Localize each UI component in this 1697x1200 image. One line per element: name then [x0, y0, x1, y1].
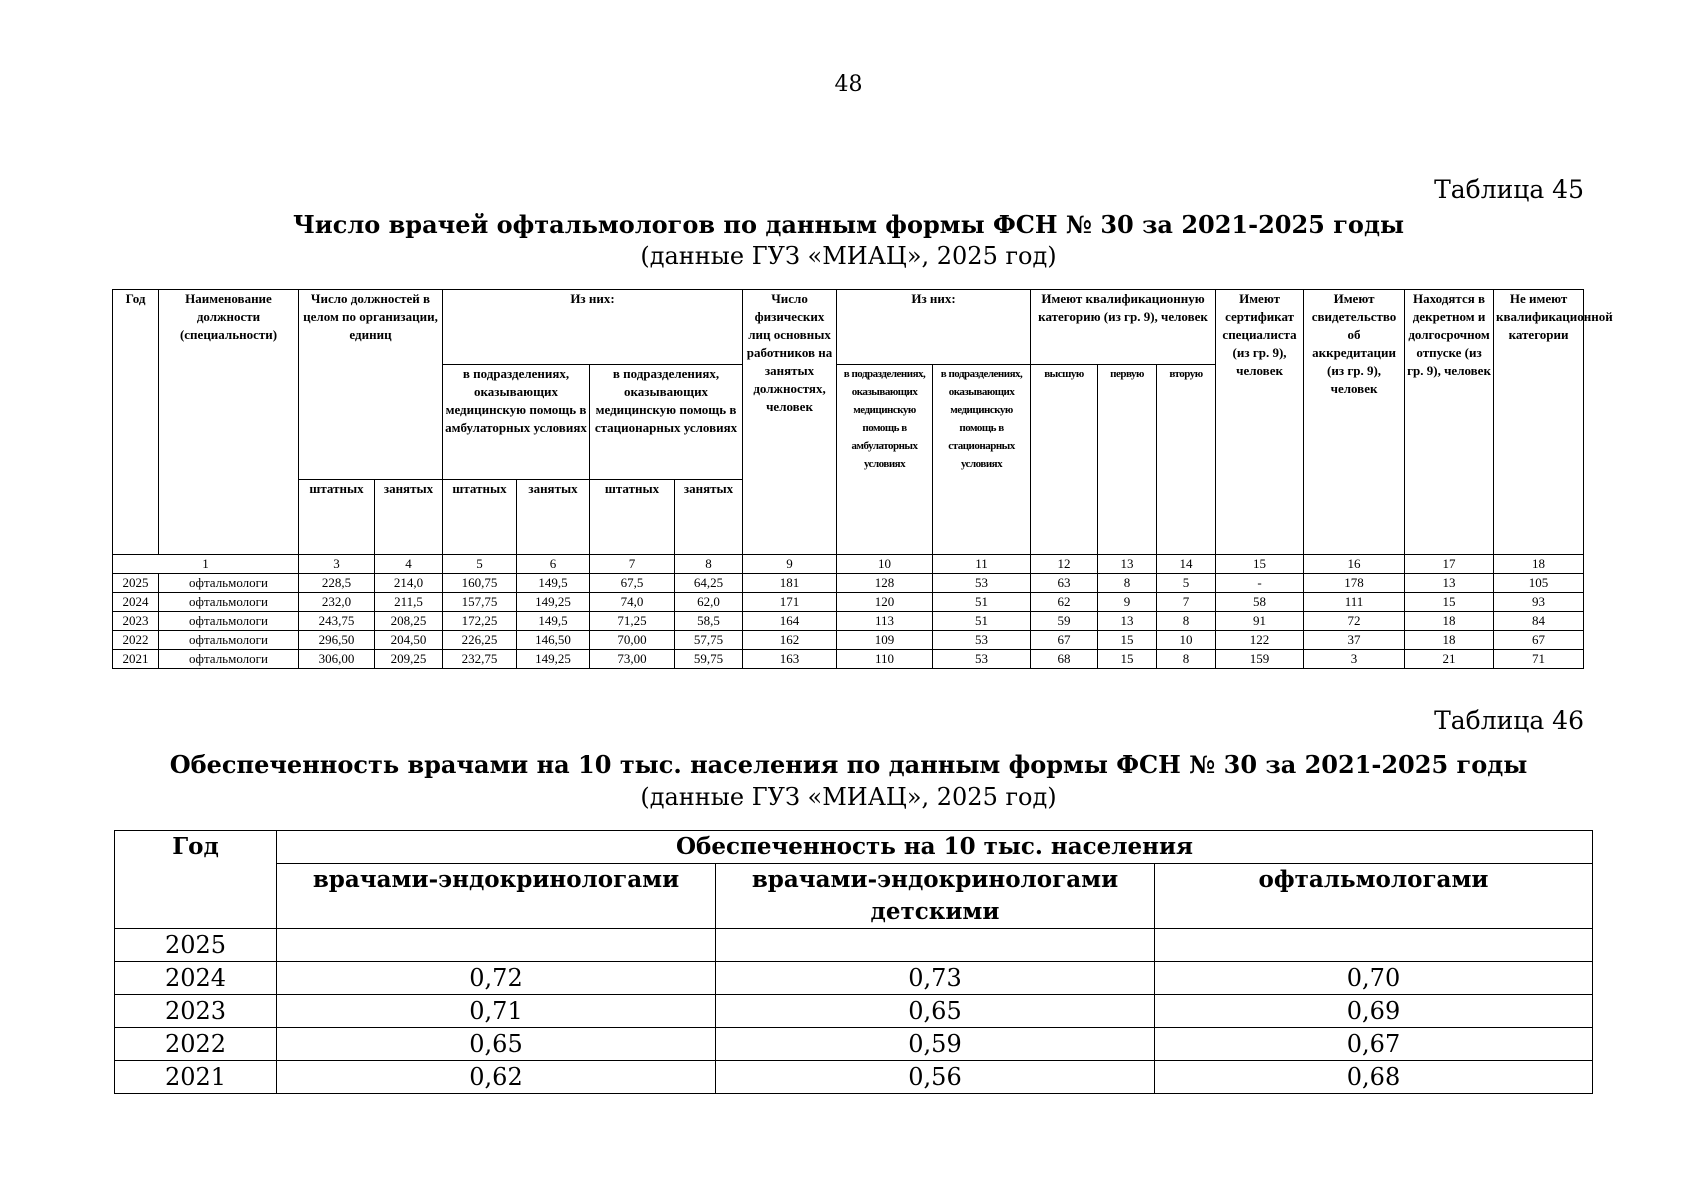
table-cell: 128: [837, 574, 933, 593]
table-row: [113, 574, 1584, 593]
table-cell: 63: [1031, 574, 1098, 593]
column-number: 15: [1216, 555, 1304, 574]
header-of-them-1: Из них:: [443, 290, 743, 365]
table-cell: 57,75: [675, 631, 743, 650]
column-number: 5: [443, 555, 517, 574]
table-cell: 149,5: [517, 574, 590, 593]
table-cell: 8: [1157, 650, 1216, 669]
table-cell: 15: [1405, 593, 1494, 612]
table-row: [115, 929, 1593, 962]
header-group: Обеспеченность на 10 тыс. населения: [277, 831, 1593, 864]
table-cell: 0,65: [277, 1028, 716, 1061]
header-staff: штатных: [443, 480, 517, 555]
table-cell: 67: [1494, 631, 1584, 650]
header-year: Год: [115, 831, 277, 929]
table-cell: 146,50: [517, 631, 590, 650]
header-ophthalmologists: офтальмологами: [1155, 864, 1593, 929]
table-cell: 162: [743, 631, 837, 650]
table-cell: 2023: [113, 612, 159, 631]
table-cell: 68: [1031, 650, 1098, 669]
header-occupied: занятых: [375, 480, 443, 555]
header-endocrinologists: врачами-эндокринологами: [277, 864, 716, 929]
table-cell: 105: [1494, 574, 1584, 593]
table-cell: 0,71: [277, 995, 716, 1028]
table-cell: 51: [933, 593, 1031, 612]
table-cell: 74,0: [590, 593, 675, 612]
column-number: 13: [1098, 555, 1157, 574]
header-second: вторую: [1157, 365, 1216, 555]
table-cell: 2021: [115, 1061, 277, 1094]
table-cell: 62: [1031, 593, 1098, 612]
table-cell: 53: [933, 650, 1031, 669]
header-staff: штатных: [299, 480, 375, 555]
header-occupied: занятых: [517, 480, 590, 555]
table-cell: 0,62: [277, 1061, 716, 1094]
table-row: [115, 962, 1593, 995]
column-number: 1: [113, 555, 299, 574]
table-cell: 0,68: [1155, 1061, 1593, 1094]
header-inpatient: в подразделениях, оказывающих медицинскую помощь в стационарных условиях: [590, 365, 743, 480]
table-cell: 13: [1098, 612, 1157, 631]
table-cell: 9: [1098, 593, 1157, 612]
header-occupied: занятых: [675, 480, 743, 555]
column-number: 6: [517, 555, 590, 574]
table-cell: офтальмологи: [159, 612, 299, 631]
table-row: [113, 593, 1584, 612]
header-qualification: Имеют квалификационную категорию (из гр. 9), человек: [1031, 290, 1216, 365]
table-cell: 164: [743, 612, 837, 631]
header-of-them-2: Из них:: [837, 290, 1031, 365]
table-cell: 181: [743, 574, 837, 593]
table-cell: 111: [1304, 593, 1405, 612]
table-cell: 59: [1031, 612, 1098, 631]
table-cell: 62,0: [675, 593, 743, 612]
table-cell: 232,75: [443, 650, 517, 669]
table-cell: 58: [1216, 593, 1304, 612]
table-cell: 110: [837, 650, 933, 669]
table-cell: 209,25: [375, 650, 443, 669]
column-number: 14: [1157, 555, 1216, 574]
header-positions-total: Число должностей в целом по организации, единиц: [299, 290, 443, 480]
header-certificate: Имеют сертификат специалиста (из гр. 9), человек: [1216, 290, 1304, 555]
table-cell: 149,5: [517, 612, 590, 631]
table-row: [113, 650, 1584, 669]
header-leave: Находятся в декретном и долгосрочном отпуске (из гр. 9), человек: [1405, 290, 1494, 555]
table-cell: 0,73: [716, 962, 1155, 995]
table-cell: 0,56: [716, 1061, 1155, 1094]
header-individuals: Число физических лиц основных работников на занятых должностях, человек: [743, 290, 837, 555]
table-cell: 70,00: [590, 631, 675, 650]
table-row: [115, 995, 1593, 1028]
table-cell: офтальмологи: [159, 593, 299, 612]
header-accreditation: Имеют свидетельство об аккредитации (из гр. 9), человек: [1304, 290, 1405, 555]
column-number: 12: [1031, 555, 1098, 574]
table-cell: 53: [933, 574, 1031, 593]
table-cell: 204,50: [375, 631, 443, 650]
table-cell: 53: [933, 631, 1031, 650]
table-cell: 226,25: [443, 631, 517, 650]
table-cell: 2021: [113, 650, 159, 669]
table-46: [114, 830, 1593, 1094]
table-cell: 64,25: [675, 574, 743, 593]
table-45-subtitle: (данные ГУЗ «МИАЦ», 2025 год): [640, 242, 1057, 270]
table-cell: 59,75: [675, 650, 743, 669]
table-cell: офтальмологи: [159, 650, 299, 669]
table-cell: 73,00: [590, 650, 675, 669]
table-cell: 91: [1216, 612, 1304, 631]
column-number: 11: [933, 555, 1031, 574]
table-cell: 149,25: [517, 650, 590, 669]
table-cell: 157,75: [443, 593, 517, 612]
table-cell: 172,25: [443, 612, 517, 631]
header-first: первую: [1098, 365, 1157, 555]
table-45-title: Число врачей офтальмологов по данным формы ФСН № 30 за 2021-2025 годы: [293, 210, 1404, 239]
table-cell: 228,5: [299, 574, 375, 593]
column-number: 8: [675, 555, 743, 574]
table-cell: 113: [837, 612, 933, 631]
table-cell: 296,50: [299, 631, 375, 650]
table-cell: 51: [933, 612, 1031, 631]
table-row: [115, 1028, 1593, 1061]
table-46-subtitle: (данные ГУЗ «МИАЦ», 2025 год): [640, 783, 1057, 811]
table-cell: 0,70: [1155, 962, 1593, 995]
table-cell: 2025: [115, 929, 277, 962]
table-cell: 15: [1098, 650, 1157, 669]
table-cell: 163: [743, 650, 837, 669]
table-cell: 208,25: [375, 612, 443, 631]
table-cell: 0,67: [1155, 1028, 1593, 1061]
table-cell: 84: [1494, 612, 1584, 631]
header-child-endocrinologists: врачами-эндокринологами детскими: [716, 864, 1155, 929]
table-cell: 122: [1216, 631, 1304, 650]
table-cell: 2022: [113, 631, 159, 650]
table-cell: 2023: [115, 995, 277, 1028]
table-cell: [716, 929, 1155, 962]
table-cell: 232,0: [299, 593, 375, 612]
table-cell: 10: [1157, 631, 1216, 650]
table-cell: 149,25: [517, 593, 590, 612]
table-cell: 93: [1494, 593, 1584, 612]
column-number: 17: [1405, 555, 1494, 574]
table-cell: 2024: [113, 593, 159, 612]
table-cell: 5: [1157, 574, 1216, 593]
table-cell: 67,5: [590, 574, 675, 593]
table-cell: 159: [1216, 650, 1304, 669]
table-45: [112, 289, 1613, 669]
table-cell: 109: [837, 631, 933, 650]
header-no-category: Не имеют квалификационной категории: [1494, 290, 1584, 555]
table-cell: 171: [743, 593, 837, 612]
table-46-label: Таблица 46: [1434, 706, 1584, 735]
column-number-row: [113, 555, 1584, 574]
table-cell: 306,00: [299, 650, 375, 669]
table-cell: 21: [1405, 650, 1494, 669]
table-cell: 18: [1405, 631, 1494, 650]
table-cell: офтальмологи: [159, 631, 299, 650]
page-number: 48: [834, 72, 863, 97]
table-row: [113, 612, 1584, 631]
header-highest: высшую: [1031, 365, 1098, 555]
table-cell: 72: [1304, 612, 1405, 631]
table-45-label: Таблица 45: [1434, 175, 1584, 204]
table-cell: 7: [1157, 593, 1216, 612]
table-cell: -: [1216, 574, 1304, 593]
header-ind-ambulatory: в подразделениях, оказывающих медицинскую помощь в амбулаторных условиях: [837, 365, 933, 555]
table-cell: 0,59: [716, 1028, 1155, 1061]
table-cell: 243,75: [299, 612, 375, 631]
table-cell: 3: [1304, 650, 1405, 669]
table-cell: 8: [1098, 574, 1157, 593]
table-cell: офтальмологи: [159, 574, 299, 593]
column-number: 3: [299, 555, 375, 574]
table-row: [115, 1061, 1593, 1094]
table-cell: 0,69: [1155, 995, 1593, 1028]
column-number: 4: [375, 555, 443, 574]
table-cell: 211,5: [375, 593, 443, 612]
column-number: 16: [1304, 555, 1405, 574]
table-46-title: Обеспеченность врачами на 10 тыс. населения по данным формы ФСН № 30 за 2021-2025 годы: [169, 750, 1528, 779]
table-cell: 2025: [113, 574, 159, 593]
table-cell: 58,5: [675, 612, 743, 631]
table-cell: [1155, 929, 1593, 962]
table-cell: 13: [1405, 574, 1494, 593]
table-cell: 0,72: [277, 962, 716, 995]
column-number: 9: [743, 555, 837, 574]
table-cell: 15: [1098, 631, 1157, 650]
table-cell: 2024: [115, 962, 277, 995]
header-year: Год: [113, 290, 159, 555]
header-ambulatory: в подразделениях, оказывающих медицинскую помощь в амбулаторных условиях: [443, 365, 590, 480]
table-cell: 8: [1157, 612, 1216, 631]
table-cell: [277, 929, 716, 962]
table-cell: 0,65: [716, 995, 1155, 1028]
table-row: [113, 631, 1584, 650]
table-cell: 67: [1031, 631, 1098, 650]
column-number: 18: [1494, 555, 1584, 574]
header-ind-inpatient: в подразделениях, оказывающих медицинскую помощь в стационарных условиях: [933, 365, 1031, 555]
column-number: 7: [590, 555, 675, 574]
table-cell: 2022: [115, 1028, 277, 1061]
table-cell: 120: [837, 593, 933, 612]
table-cell: 37: [1304, 631, 1405, 650]
table-cell: 214,0: [375, 574, 443, 593]
header-position: Наименование должности (специальности): [159, 290, 299, 555]
header-staff: штатных: [590, 480, 675, 555]
table-cell: 71,25: [590, 612, 675, 631]
table-cell: 18: [1405, 612, 1494, 631]
table-cell: 178: [1304, 574, 1405, 593]
table-cell: 71: [1494, 650, 1584, 669]
column-number: 10: [837, 555, 933, 574]
table-cell: 160,75: [443, 574, 517, 593]
